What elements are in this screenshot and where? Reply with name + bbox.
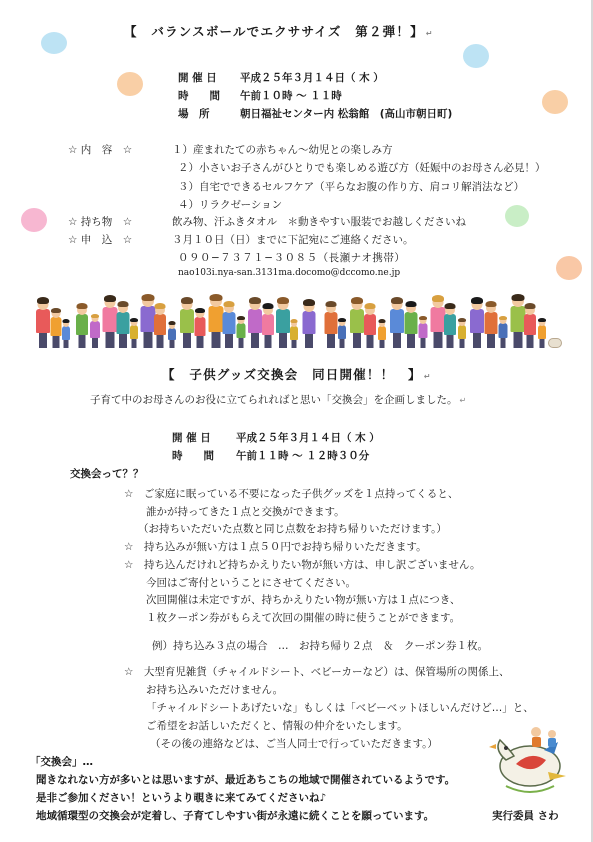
event2-time-value: 午前１１時 〜 １２時３０分 <box>236 450 370 462</box>
bring-value: 飲み物、汗ふきタオル ＊動きやすい服装でお越しくださいね <box>172 216 466 228</box>
event1-place-value: 朝日福祉センター内 松翁館 (高山市朝日町) <box>240 108 453 120</box>
person-figure <box>336 318 348 348</box>
person-figure <box>166 322 178 348</box>
family-illustration <box>30 290 565 348</box>
event2-date-label: 開 催 日 <box>172 432 211 444</box>
event2-intro: 子育て中のお母さんのお役に立てられればと思い「交換会」を企画しました。 ↵ <box>90 394 467 406</box>
person-figure <box>376 320 388 348</box>
person-figure <box>456 318 468 348</box>
exchange-paragraph-line: （お持ちいただいた点数と同じ点数をお持ち帰りいただけます。） <box>138 523 447 535</box>
bird-illustration <box>486 720 570 800</box>
decorative-pink-dot <box>21 208 47 232</box>
event1-date-value: 平成２５年３月１４日（ 木 ） <box>240 72 384 84</box>
event2-title: 【 子供グッズ交換会 同日開催！！ 】 ↵ <box>162 367 432 382</box>
event2-time-label: 時 間 <box>172 450 214 462</box>
event2-date-value: 平成２５年３月１４日（ 木 ） <box>236 432 380 444</box>
content-item: ３）自宅でできるセルフケア（平らなお腹の作り方、肩コリ解消法など） <box>178 181 525 193</box>
exchange-example: 例）持ち込み３点の場合 … お持ち帰り２点 ＆ クーポン券１枚。 <box>152 640 488 652</box>
exchange-paragraph-line: お持ち込みいただけません。 <box>146 684 284 696</box>
event1-time-value: 午前１０時 〜 １１時 <box>240 90 342 102</box>
bring-label: ☆ 持ち物 ☆ <box>68 216 133 228</box>
event1-time-label: 時 間 <box>178 90 220 102</box>
exchange-paragraph-line: ☆ 持ち込んだけれど持ちかえりたい物が無い方は、申し訳ございません。 <box>124 559 481 571</box>
content-label: ☆ 内 容 ☆ <box>68 144 133 156</box>
closing-line: 聞きなれない方が多いとは思いますが、最近あちこちの地域で開催されているようです。 <box>36 774 456 786</box>
apply-value: ３月１０日（日）までに下記宛にご連絡ください。 <box>172 234 414 246</box>
exchange-paragraph-line: 「チャイルドシートあげたいな」もしくは「ベビーベットほしいんだけど…」と、 <box>146 702 534 714</box>
decorative-green-dot <box>505 205 529 227</box>
event1-place-label: 場 所 <box>178 108 210 120</box>
exchange-paragraph-line: ☆ 大型育児雑貨（チャイルドシート、ベビーカーなど）は、保管場所の関係上、 <box>124 666 510 678</box>
content-item: １）産まれたての赤ちゃん〜幼児との楽しみ方 <box>172 144 393 156</box>
exchange-paragraph-line: （その後の連絡などは、ご当人同士で行っていただきます。） <box>150 738 438 750</box>
person-figure <box>300 300 317 348</box>
bird-icon <box>486 720 570 800</box>
apply-label: ☆ 申 込 ☆ <box>68 234 133 246</box>
content-item: ４）リラクゼーション <box>178 199 283 211</box>
decorative-peach-dot <box>556 256 582 280</box>
contact-phone: ０９０−７３７１−３０８５（長瀬ナオ携帯） <box>178 252 406 264</box>
content-item: ２）小さいお子さんがひとりでも楽しめる遊び方（妊娠中のお母さん必見！） <box>178 162 546 174</box>
closing-line: 是非ご参加ください！というより覗きに来てみてくださいね♪ <box>36 792 327 804</box>
exchange-paragraph-line: ご希望をお話しいただくと、情報の仲介をいたします。 <box>146 720 408 732</box>
signature: 実行委員 さわ <box>492 810 559 822</box>
closing-heading: 「交換会」… <box>30 756 93 768</box>
exchange-paragraph-line: ☆ ご家庭に眠っている不要になった子供グッズを１点持ってくると、 <box>124 488 459 500</box>
person-figure <box>288 320 300 348</box>
person-figure <box>536 318 548 348</box>
person-figure <box>192 308 207 348</box>
event1-date-label: 開 催 日 <box>178 72 217 84</box>
closing-line: 地域循環型の交換会が定着し、子育てしやすい街が永遠に続くことを願っています。 <box>36 810 435 822</box>
exchange-paragraph-line: １枚クーポン券がもらえて次回の開催の時に使うことができます。 <box>146 612 461 624</box>
exchange-paragraph-line: ☆ 持ち込みが無い方は１点５０円でお持ち帰りいただきます。 <box>124 541 427 553</box>
dog-figure <box>548 338 562 348</box>
event1-title: 【 バランスボールでエクササイズ 第２弾！】 ↵ <box>124 24 434 39</box>
person-figure <box>60 320 72 348</box>
decorative-orange-dot <box>117 72 143 96</box>
exchange-paragraph-line: 次回開催は未定ですが、持ちかえりたい物が無い方は１点につき、 <box>146 594 461 606</box>
contact-email[interactable]: nao103i.nya-san.3131ma.docomo@dccomo.ne.jp <box>178 268 401 278</box>
decorative-blue-dot <box>41 32 67 54</box>
decorative-blue-dot <box>463 44 489 68</box>
exchange-paragraph-line: 今回はご寄付ということにさせてください。 <box>146 577 356 589</box>
decorative-orange-dot <box>542 90 568 114</box>
exchange-question: 交換会って？？ <box>70 468 144 480</box>
exchange-paragraph-line: 誰かが持ってきた１点と交換ができます。 <box>146 506 345 518</box>
